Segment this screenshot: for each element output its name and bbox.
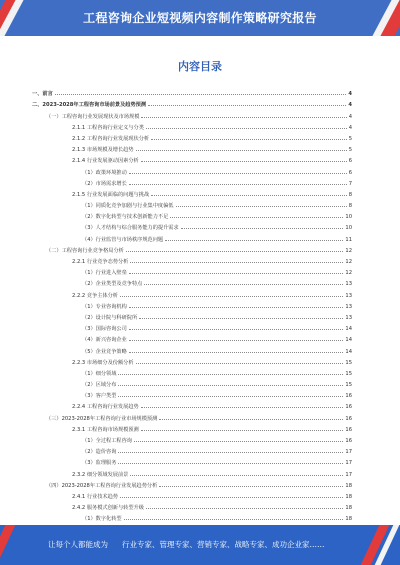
toc-leader-dots — [151, 139, 347, 140]
toc-leader-dots — [134, 441, 343, 442]
toc-entry-page: 16 — [345, 426, 352, 433]
toc-entry[interactable] — [32, 377, 352, 388]
toc-entry-text: 2.1.5 行业发展面临的问题与挑战 — [72, 191, 150, 198]
toc-entry[interactable] — [32, 231, 352, 242]
toc-leader-dots — [118, 396, 343, 397]
toc-entry-text: 2.4.2 服务模式创新与转型升级 — [72, 505, 144, 512]
toc-entry-page: 4 — [348, 113, 352, 120]
table-of-contents — [32, 86, 352, 522]
toc-entry-text: 2.2.4 工程咨询行业发展趋势 — [72, 404, 139, 411]
toc-heading: 内容目录 — [178, 60, 222, 73]
toc-leader-dots — [129, 340, 344, 341]
toc-leader-dots — [181, 228, 344, 229]
toc-entry-text: 2.1.2 工程咨询行业发展现状分析 — [72, 135, 150, 142]
toc-leader-dots — [136, 363, 344, 364]
toc-leader-dots — [170, 217, 343, 218]
toc-leader-dots — [141, 161, 347, 162]
toc-entry-page: 7 — [348, 180, 352, 187]
toc-entry[interactable] — [32, 366, 352, 377]
toc-leader-dots — [148, 105, 346, 106]
toc-entry-page: 8 — [348, 191, 352, 198]
toc-leader-dots — [129, 307, 344, 308]
toc-entry[interactable] — [32, 86, 352, 97]
toc-entry-text: 2.3.1 工程咨询市场规模预测 — [72, 426, 139, 433]
toc-entry[interactable] — [32, 478, 352, 489]
toc-entry[interactable] — [32, 299, 352, 310]
toc-entry-text: （2）造价咨询 — [82, 449, 117, 456]
toc-leader-dots — [141, 117, 346, 118]
toc-entry-page: 14 — [345, 348, 352, 355]
toc-entry[interactable] — [32, 511, 352, 522]
toc-entry-page: 6 — [348, 158, 352, 165]
toc-entry-text: （2）数字化转型与技术创新能力不足 — [82, 214, 169, 221]
toc-entry-page: 13 — [345, 281, 352, 288]
toc-entry-text: 2.2.2 竞争主体分析 — [72, 292, 118, 299]
toc-leader-dots — [120, 497, 343, 498]
toc-entry[interactable] — [32, 187, 352, 198]
toc-leader-dots — [136, 150, 347, 151]
toc-entry-text: 2.3.2 细分领域发展前景 — [72, 471, 129, 478]
toc-entry[interactable] — [32, 332, 352, 343]
toc-entry-page: 5 — [348, 147, 352, 154]
toc-entry-text: 2.2.3 市场细分及份额分析 — [72, 359, 134, 366]
toc-leader-dots — [141, 430, 344, 431]
toc-entry-text: （二）工程咨询行业竞争格局分析 — [46, 247, 124, 254]
toc-entry-text: （3）监理服务 — [82, 460, 117, 467]
toc-leader-dots — [144, 284, 343, 285]
toc-entry-page: 17 — [345, 460, 352, 467]
toc-leader-dots — [118, 452, 343, 453]
toc-entry[interactable] — [32, 489, 352, 500]
toc-entry[interactable] — [32, 120, 352, 131]
toc-entry-page: 5 — [348, 135, 352, 142]
toc-entry[interactable] — [32, 108, 352, 119]
toc-leader-dots — [165, 240, 343, 241]
toc-leader-dots — [130, 262, 343, 263]
toc-entry[interactable] — [32, 388, 352, 399]
footer-slogan — [48, 525, 325, 565]
toc-entry-page: 13 — [345, 303, 352, 310]
toc-entry-text: （2）市场需求增长 — [82, 180, 127, 187]
toc-leader-dots — [124, 519, 344, 520]
toc-entry[interactable] — [32, 243, 352, 254]
toc-leader-dots — [129, 329, 344, 330]
toc-entry-page: 18 — [345, 505, 352, 512]
toc-entry-text: （1）细分领域 — [82, 370, 117, 377]
toc-entry-text: （1）政策环境推动 — [82, 169, 127, 176]
toc-entry[interactable] — [32, 220, 352, 231]
toc-entry-page: 14 — [345, 337, 352, 344]
toc-entry-page: 6 — [348, 169, 352, 176]
toc-entry-page: 16 — [345, 393, 352, 400]
toc-leader-dots — [130, 475, 343, 476]
toc-entry-text: 一、前言 — [32, 91, 53, 98]
toc-entry-text: 2.4.1 行业技术趋势 — [72, 493, 118, 500]
toc-entry-page: 18 — [345, 516, 352, 523]
toc-entry-page: 10 — [345, 214, 352, 221]
toc-leader-dots — [139, 318, 343, 319]
toc-entry[interactable] — [32, 466, 352, 477]
toc-leader-dots — [118, 385, 343, 386]
toc-entry-page: 17 — [345, 449, 352, 456]
toc-entry-text: （2）区域分布 — [82, 382, 117, 389]
toc-entry[interactable] — [32, 343, 352, 354]
toc-entry-page: 8 — [348, 203, 352, 210]
toc-entry-page: 11 — [345, 236, 352, 243]
footer-left-red-stripe — [0, 525, 15, 565]
toc-entry-page: 13 — [345, 314, 352, 321]
toc-entry[interactable] — [32, 399, 352, 410]
toc-entry-page: 15 — [345, 382, 352, 389]
toc-leader-dots — [151, 195, 347, 196]
toc-entry[interactable] — [32, 153, 352, 164]
toc-entry-text: （1）行业进入壁垒 — [82, 270, 127, 277]
toc-entry-text: （1）专业咨询机构 — [82, 303, 127, 310]
toc-entry-text: （1）全过程工程咨询 — [82, 438, 132, 444]
toc-entry-text: （三）2023-2028年工程咨询行业市场规模预测 — [46, 415, 158, 422]
toc-entry-page: 12 — [345, 259, 352, 265]
toc-leader-dots — [129, 352, 344, 353]
toc-entry-text: 2.1.1 工程咨询行业定义与分类 — [72, 124, 144, 131]
toc-entry-page: 17 — [345, 471, 352, 478]
toc-entry-text: （5）企业竞争策略 — [82, 348, 127, 355]
toc-entry-text: 二、2023-2028年工程咨询市场前景及趋势预测 — [32, 102, 147, 109]
toc-entry[interactable] — [32, 265, 352, 276]
toc-entry-page: 16 — [345, 404, 352, 411]
toc-entry[interactable] — [32, 455, 352, 466]
footer-slogan-roles: 行业专家、管理专家、营销专家、战略专家、成功企业家…… — [122, 540, 325, 549]
toc-leader-dots — [176, 206, 347, 207]
toc-entry[interactable] — [32, 321, 352, 332]
toc-entry-text: 2.2.1 行业竞争态势分析 — [72, 259, 129, 265]
toc-leader-dots — [120, 296, 343, 297]
toc-entry-page: 15 — [345, 359, 352, 366]
toc-entry-text: （3）客户类型 — [82, 393, 117, 400]
toc-entry-page: 13 — [345, 292, 352, 299]
toc-entry[interactable] — [32, 410, 352, 421]
toc-leader-dots — [118, 463, 343, 464]
toc-entry-text: （1）数字化转型 — [82, 516, 122, 523]
toc-entry[interactable] — [32, 209, 352, 220]
toc-leader-dots — [159, 419, 343, 420]
toc-entry-page: 4 — [348, 102, 352, 109]
toc-entry[interactable] — [32, 254, 352, 265]
toc-entry[interactable] — [32, 198, 352, 209]
toc-entry-text: （3）人才结构与综合服务能力的提升需求 — [82, 225, 179, 232]
toc-entry[interactable] — [32, 422, 352, 433]
toc-entry-page: 12 — [345, 247, 352, 254]
toc-entry-page: 12 — [345, 270, 352, 277]
toc-entry-text: 2.1.3 市场规模及增长趋势 — [72, 147, 134, 154]
toc-leader-dots — [159, 486, 343, 487]
footer-slogan-lead: 让每个人都能成为 — [48, 540, 108, 549]
toc-entry-page: 14 — [345, 326, 352, 333]
toc-leader-dots — [146, 508, 343, 509]
toc-leader-dots — [55, 94, 347, 95]
toc-entry[interactable] — [32, 176, 352, 187]
toc-entry[interactable] — [32, 97, 352, 108]
toc-entry-page: 4 — [348, 124, 352, 131]
toc-entry-text: 2.1.4 行业发展驱动因素分析 — [72, 158, 139, 165]
toc-leader-dots — [118, 374, 343, 375]
toc-entry-page: 18 — [345, 493, 352, 500]
toc-entry[interactable] — [32, 276, 352, 287]
toc-entry[interactable] — [32, 355, 352, 366]
toc-entry-page: 15 — [345, 370, 352, 377]
toc-entry-page: 16 — [345, 415, 352, 422]
toc-entry[interactable] — [32, 433, 352, 444]
toc-entry-text: （一）工程咨询行业发展现状及市场规模 — [46, 113, 140, 120]
toc-entry[interactable] — [32, 444, 352, 455]
toc-leader-dots — [129, 173, 347, 174]
toc-leader-dots — [141, 407, 344, 408]
toc-leader-dots — [146, 128, 347, 129]
toc-entry-text: （4）新兴咨询企业 — [82, 337, 127, 344]
toc-leader-dots — [129, 273, 344, 274]
toc-entry-page: 4 — [348, 91, 352, 98]
toc-entry-text: （2）企业类型及竞争特点 — [82, 281, 143, 288]
toc-entry-page: 18 — [345, 482, 352, 489]
toc-entry-page: 10 — [345, 225, 352, 232]
toc-entry-text: （3）国际咨询公司 — [82, 326, 127, 333]
toc-entry[interactable] — [32, 131, 352, 142]
toc-entry[interactable] — [32, 142, 352, 153]
toc-entry-page: 16 — [345, 438, 352, 444]
toc-entry-text: （1）同质化竞争加剧与行业集中度偏低 — [82, 203, 174, 210]
toc-entry[interactable] — [32, 164, 352, 175]
footer-banner — [0, 525, 400, 565]
report-title: 工程咨询企业短视频内容制作策略研究报告 — [83, 11, 317, 25]
toc-entry[interactable] — [32, 500, 352, 511]
toc-leader-dots — [126, 251, 344, 252]
toc-entry[interactable] — [32, 287, 352, 298]
report-header-banner — [0, 0, 400, 36]
toc-entry-text: （4）行业监管与市场秩序规范问题 — [82, 236, 164, 243]
toc-leader-dots — [129, 184, 347, 185]
toc-entry-text: （2）设计院与科研院所 — [82, 314, 138, 321]
toc-entry[interactable] — [32, 310, 352, 321]
toc-entry-text: （四）2023-2028年工程咨询行业发展趋势分析 — [46, 482, 158, 489]
